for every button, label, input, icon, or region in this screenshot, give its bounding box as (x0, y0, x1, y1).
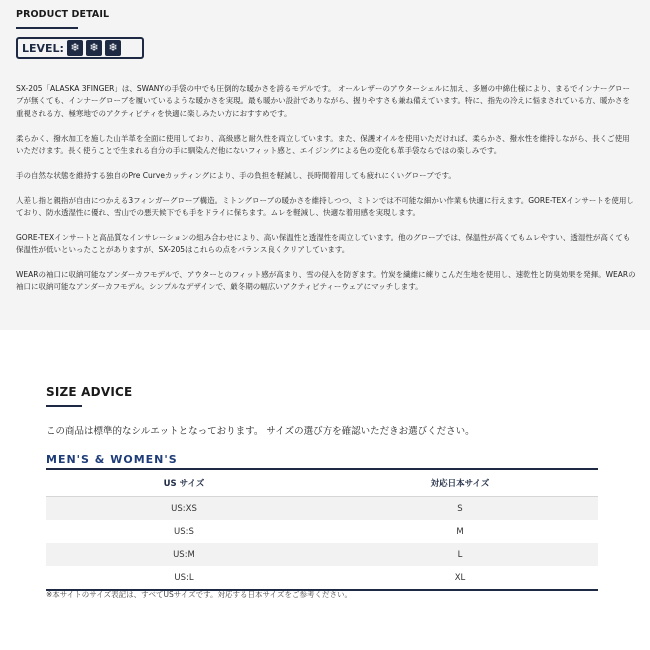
size-footnote: ※本サイトのサイズ表記は、すべてUSサイズです。対応する日本サイズをご参考ください。 (46, 590, 352, 599)
japan-size-cell: XL (322, 566, 598, 590)
snowflake-icon: ❄ (67, 40, 83, 56)
us-size-cell: US:S (46, 520, 322, 543)
snowflake-icon: ❄ (86, 40, 102, 56)
size-advice-underline (46, 405, 82, 407)
us-size-cell: US:M (46, 543, 322, 566)
snowflake-icon: ❄ (105, 40, 121, 56)
description-paragraph: 柔らかく、撥水加工を施した山羊革を全面に使用しており、高級感と耐久性を両立しています。また、保護オイルを使用いただければ、柔らかさ、撥水性を維持しながら、長くご使用いただけます。長く使うことで生まれる自分の手に馴染んだ他にないフィット感と、エイジングによる色の変化も革手袋ならではの楽しみです。 (16, 133, 630, 156)
japan-size-cell: L (322, 543, 598, 566)
level-icons (67, 40, 121, 56)
description-paragraph: 人差し指と親指が自由につかえる3フィンガーグローブ構造。ミトングローブの暖かさを維持しつつ、ミトンでは不可能な細かい作業も快適に行えます。GORE-TEXインサートを使用しており、防水透湿性に優れ、雪山での悪天候下でも手をドライに保ちます。ムレを軽減し、快適な着用感を実現します。 (16, 195, 634, 218)
size-advice-title: SIZE ADVICE (46, 385, 133, 399)
description-paragraph: 手の自然な状態を維持する独自のPre Curveカッティングにより、手の負担を軽減し、長時間着用しても疲れにくいグローブです。 (16, 170, 456, 180)
column-header-us-size: US サイズ (46, 469, 322, 497)
level-label: LEVEL: (22, 41, 64, 55)
size-table-header-row (46, 469, 598, 497)
description-paragraph: GORE-TEXインサートと高品質なインサレーションの組み合わせにより、高い保温性と透湿性を両立しています。他のグローブでは、保温性が高くてもムレやすい、透湿性が高くても保温性が低いといったことがありますが、SX-205はこれらの点をバランス良くクリアしています。 (16, 232, 631, 255)
product-detail-underline (16, 27, 78, 29)
table-row (46, 543, 598, 566)
size-table (46, 468, 598, 591)
product-description (16, 83, 636, 306)
product-detail-title: PRODUCT DETAIL (16, 9, 110, 20)
us-size-cell: US:XS (46, 497, 322, 521)
size-advice-description: この商品は標準的なシルエットとなっております。 サイズの選び方を確認いただきお選びください。 (46, 426, 475, 437)
column-header-japan-size: 対応日本サイズ (322, 469, 598, 497)
description-paragraph: SX-205「ALASKA 3FINGER」は、SWANYの手袋の中でも圧倒的な暖かさを誇るモデルです。 オールレザーのアウターシェルに加え、多層の中綿仕様により、まるでインナーグローブが無くても、インナーグローブを履いているような暖かさを実現。最も暖かい設計でありながら、握りやすさも兼ね備えています。特に、指先の冷えに悩まされている方、暖かさを重視される方、極寒地でのアクティビティを快適に楽しみたい方におすすめです。 (16, 84, 631, 118)
warmth-level-badge (16, 37, 144, 59)
us-size-cell: US:L (46, 566, 322, 590)
table-row (46, 520, 598, 543)
size-table-body (46, 497, 598, 591)
size-table-heading: MEN'S & WOMEN'S (46, 453, 178, 466)
table-row (46, 497, 598, 521)
description-paragraph: WEARの袖口に収納可能なアンダーカフモデルで、アウターとのフィット感が高まり、雪の侵入を防ぎます。竹炭を繊維に練りこんだ生地を使用し、速乾性と防臭効果を発揮。WEARの袖口に収納可能なアンダーカフモデル。シンプルなデザインで、厳冬期の幅広いアクティビティーウェアにマッチします。 (16, 270, 636, 292)
japan-size-cell: M (322, 520, 598, 543)
table-row (46, 566, 598, 590)
japan-size-cell: S (322, 497, 598, 521)
